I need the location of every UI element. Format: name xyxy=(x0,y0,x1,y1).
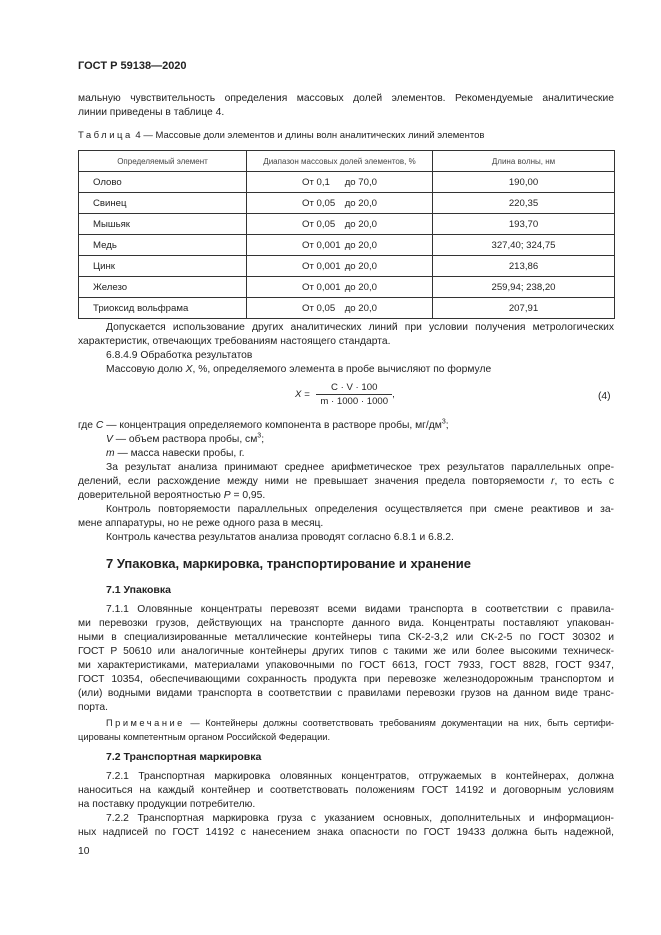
range-from: От 0,1 xyxy=(302,176,330,188)
text-line: ГОСТ 10354, обеспечивающими сохранность продукта при перевозке железнодорожным транспортом и xyxy=(78,674,614,685)
wavelength-cell: 259,94; 238,20 xyxy=(433,277,615,298)
note: Примечание — Контейнеры должны соответствовать требованиям документации на них, быть сертифи- цированы компетентным органом Российской Федерации. xyxy=(78,718,614,742)
text-line: (или) водными видами транспорта в соответствии с правилами перевозки грузов на данном виде транс- xyxy=(78,688,614,699)
text-line: ми перевозки грузов, действующих на транспорте данного вида. Концентраты поставляют упакован- xyxy=(78,618,614,629)
column-header: Длина волны, нм xyxy=(433,151,615,172)
text-line: Контроль повторяемости параллельных определения осуществляется при смене реактивов и за- xyxy=(106,504,614,515)
formula-lhs: X = xyxy=(295,389,310,401)
table-caption-label: Таблица xyxy=(78,130,133,141)
formula-legend: где C — концентрация определяемого компонента в растворе пробы, $мг/дм^3$; V — объем раствора пробы, $см^3$; m — масса навески пробы, г. За результат анализа принимают среднее арифметическое трех результатов параллельных опре- делений, если расхождение между ними не превышает значения предела повторяемости r, то есть с доверительной вероятностью P = 0,95. xyxy=(78,418,615,501)
table-row xyxy=(79,256,615,277)
table-header-row xyxy=(79,151,615,172)
page-number: 10 xyxy=(78,846,90,857)
range-to: до 20,0 xyxy=(344,302,377,314)
range-from: От 0,05 xyxy=(302,197,336,209)
wavelength-cell: 190,00 xyxy=(433,172,615,193)
wavelength-table xyxy=(78,150,615,319)
range-from: От 0,05 xyxy=(302,302,336,314)
table-caption xyxy=(78,130,484,141)
text-line: ми характеристиками, материалами упаковочными по ГОСТ 6613, ГОСТ 7933, ГОСТ 8828, ГОСТ 9347, xyxy=(78,660,614,671)
text-line: порта. xyxy=(78,702,108,713)
range-cell xyxy=(247,235,433,256)
section-7-heading: 7 Упаковка, маркировка, транспортирование и хранение xyxy=(106,556,472,571)
range-from: От 0,001 xyxy=(302,260,341,272)
table-row xyxy=(79,172,615,193)
text-line: ных надписей по ГОСТ 14192 с нанесением знака опасности по ГОСТ 19433 должна быть надежной, xyxy=(78,827,614,838)
paragraph-7-2-2 xyxy=(78,812,614,840)
table-row xyxy=(79,277,615,298)
section-7-2-heading: 7.2 Транспортная маркировка xyxy=(106,751,262,763)
text-line: мальную чувствительность определения массовых долей элементов. Рекомендуемые аналитические xyxy=(78,93,614,104)
paragraph-control xyxy=(78,503,614,531)
formula-denominator: m · 1000 · 1000 xyxy=(320,396,389,407)
column-header: Определяемый элемент xyxy=(79,151,247,172)
range-from: От 0,05 xyxy=(302,218,336,230)
range-cell xyxy=(247,256,433,277)
paragraph-7-2-1 xyxy=(78,770,614,812)
formula-4: X = $\frac{C \cdot V \cdot 100}{m \cdot 1000 \cdot 1000}$ , xyxy=(295,382,395,407)
range-to: до 20,0 xyxy=(344,218,377,230)
text-line: ГОСТ Р 50610 или аналогичные контейнеры других типов с такими же или более высокими техническ- xyxy=(78,646,614,657)
element-cell: Медь xyxy=(79,235,247,256)
range-cell xyxy=(247,172,433,193)
table-row xyxy=(79,235,615,256)
column-header: Диапазон массовых долей элементов, % xyxy=(247,151,433,172)
range-cell xyxy=(247,298,433,319)
wavelength-cell: 207,91 xyxy=(433,298,615,319)
element-cell: Свинец xyxy=(79,193,247,214)
text-line: ными в специализированные металлические контейнеры типа СК-2-3,2 или СК-2-5 по ГОСТ 30302 и xyxy=(78,632,614,643)
range-cell xyxy=(247,214,433,235)
table-row xyxy=(79,193,615,214)
range-to: до 20,0 xyxy=(344,281,377,293)
text-line: Допускается использование других аналитических линий при условии получения метрологических xyxy=(106,322,614,333)
table-row xyxy=(79,214,615,235)
range-cell xyxy=(247,277,433,298)
paragraph-7-1-1 xyxy=(78,603,614,715)
range-to: до 20,0 xyxy=(344,260,377,272)
text-line: линии приведены в таблице 4. xyxy=(78,107,225,118)
range-from: От 0,001 xyxy=(302,281,341,293)
text-line: мене аппаратуры, но не реже одного раза в месяц. xyxy=(78,518,324,529)
text-line: 7.2.2 Транспортная маркировка груза с указанием основных, дополнительных и информацион- xyxy=(106,813,614,824)
element-cell: Триоксид вольфрама xyxy=(79,298,247,319)
formula-intro: Массовую долю X, %, определяемого элемента в пробе вычисляют по формуле xyxy=(106,364,492,375)
section-7-1-heading: 7.1 Упаковка xyxy=(106,584,171,596)
element-cell: Олово xyxy=(79,172,247,193)
text-line: 7.2.1 Транспортная маркировка оловянных концентратов, отгружаемых в контейнерах, должна xyxy=(106,771,614,782)
document-header: ГОСТ Р 59138—2020 xyxy=(78,60,187,72)
wavelength-cell: 213,86 xyxy=(433,256,615,277)
paragraph-intro xyxy=(78,92,614,120)
range-to: до 20,0 xyxy=(344,197,377,209)
table-caption-text: 4 — Массовые доли элементов и длины волн аналитических линий элементов xyxy=(135,130,485,141)
range-to: до 20,0 xyxy=(344,239,377,251)
wavelength-cell: 327,40; 324,75 xyxy=(433,235,615,256)
element-cell: Цинк xyxy=(79,256,247,277)
text-line: характеристик, отвечающих требованиям настоящего стандарта. xyxy=(78,336,391,347)
element-cell: Мышьяк xyxy=(79,214,247,235)
element-cell: Железо xyxy=(79,277,247,298)
formula-number: (4) xyxy=(598,391,611,402)
text-line: 7.1.1 Оловянные концентраты перевозят всеми видами транспорта в соответствии с правила- xyxy=(106,604,614,615)
wavelength-cell: 193,70 xyxy=(433,214,615,235)
paragraph-allowed-lines xyxy=(78,321,614,349)
range-from: От 0,001 xyxy=(302,239,341,251)
table-row xyxy=(79,298,615,319)
range-to: до 70,0 xyxy=(344,176,377,188)
range-cell xyxy=(247,193,433,214)
formula-fraction xyxy=(316,382,392,407)
text-line: наноситься на каждый контейнер и соответствовать положениям ГОСТ 14192 и договорным условиям xyxy=(78,785,614,796)
text-line: на поставку продукции потребителю. xyxy=(78,799,256,810)
formula-numerator: C · V · 100 xyxy=(316,382,392,395)
wavelength-cell: 220,35 xyxy=(433,193,615,214)
paragraph-quality: Контроль качества результатов анализа проводят согласно 6.8.1 и 6.8.2. xyxy=(106,532,454,543)
subsection-6-8-4-9: 6.8.4.9 Обработка результатов xyxy=(106,350,253,361)
